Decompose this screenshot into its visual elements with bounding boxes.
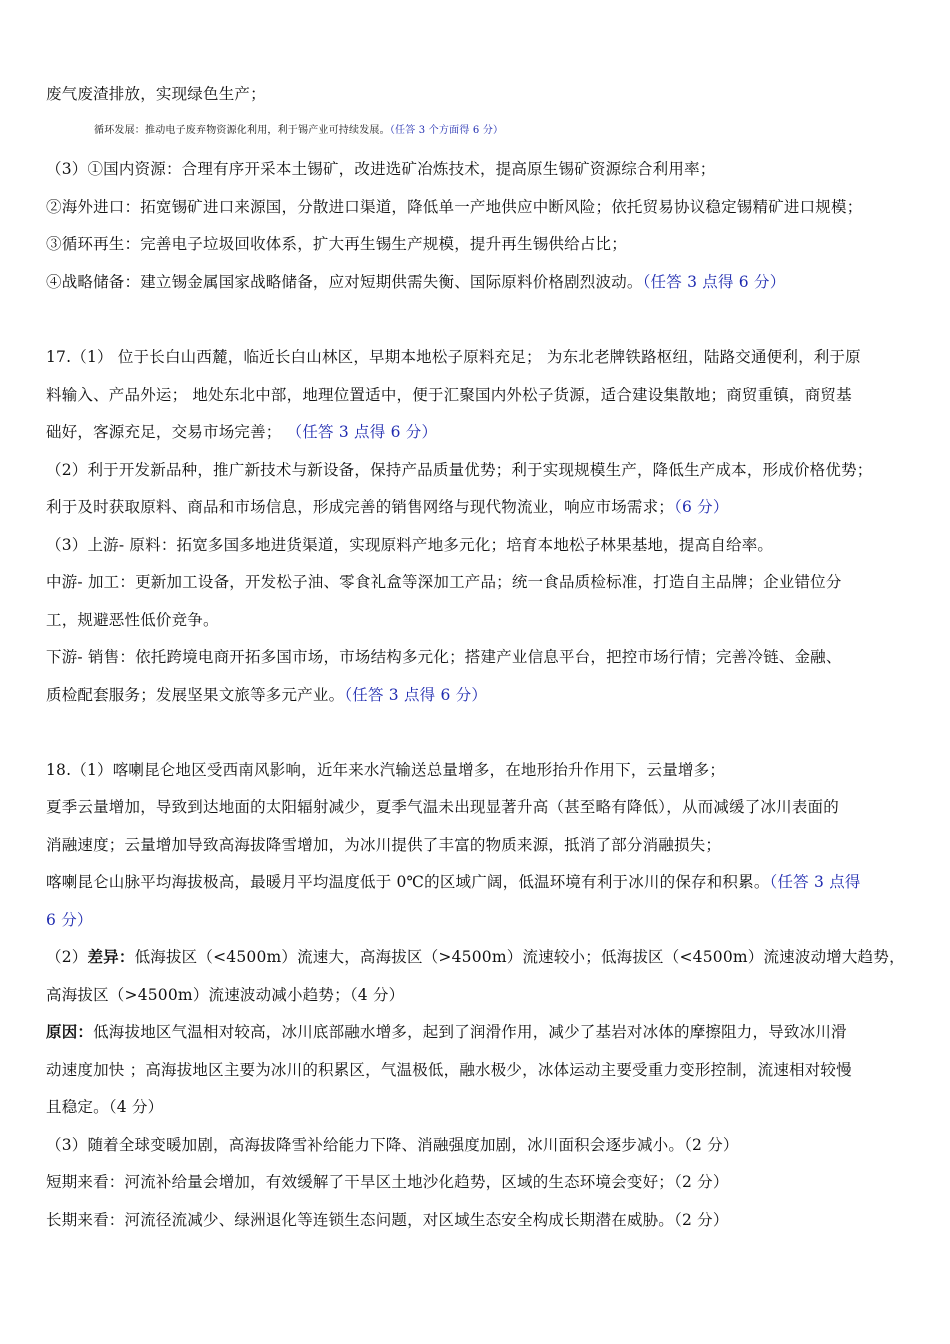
answer-line: ③循环再生：完善电子垃圾回收体系，扩大再生锡生产规模，提升再生锡供给占比； bbox=[46, 235, 627, 253]
answer-line bbox=[46, 910, 908, 930]
answer-line: 原因：低海拔地区气温相对较高，冰川底部融水增多，起到了润滑作用，减少了基岩对冰体的摩擦阻力，导致冰川滑 bbox=[46, 1022, 847, 1041]
answer-line: 夏季云量增加，导致到达地面的太阳辐射减少，夏季气温未出现显著升高（甚至略有降低），从而减缓了冰川表面的 bbox=[46, 798, 839, 816]
answer-line: 喀喇昆仑山脉平均海拔极高，最暖月平均温度低于 0℃的区域广阔，低温环境有利于冰川的保存和积累。（任答 3 点得 bbox=[46, 873, 861, 891]
answer-line: 长期来看：河流径流减少、绿洲退化等连锁生态问题，对区域生态安全构成长期潜在威胁。（2 分） bbox=[46, 1211, 729, 1229]
answer-line: ②海外进口：拓宽锡矿进口来源国，分散进口渠道，降低单一产地供应中断风险；依托贸易协议稳定锡精矿进口规模； bbox=[46, 198, 863, 216]
answer-line: 工，规避恶性低价竞争。 bbox=[46, 611, 219, 629]
answer-line: 动速度加快 ；高海拔地区主要为冰川的积累区，气温极低，融水极少，冰体运动主要受重力变形控制，流速相对较慢 bbox=[46, 1061, 852, 1079]
bold-label: 原因： bbox=[46, 1022, 94, 1041]
answer-line: 废气废渣排放，实现绿色生产； bbox=[46, 85, 266, 103]
score-note: （任答 3 点得 6 分） bbox=[344, 686, 488, 704]
question-17-line: 17.（1） 位于长白山西麓，临近长白山林区，早期本地松子原料充足； 为东北老牌铁路枢纽，陆路交通便利，利于原 bbox=[46, 348, 861, 366]
answer-line: （2）利于开发新品种，推广新技术与新设备，保持产品质量优势；利于实现规模生产，降低生产成本，形成价格优势； bbox=[46, 461, 873, 479]
answer-line: 利于及时获取原料、商品和市场信息，形成完善的销售网络与现代物流业，响应市场需求；（6 分） bbox=[46, 498, 729, 516]
score-note: （6 分） bbox=[674, 498, 729, 516]
answer-line: 质检配套服务；发展坚果文旅等多元产业。（任答 3 点得 6 分） bbox=[46, 686, 488, 704]
answer-line: 高海拔区（>4500m）流速波动减小趋势；（4 分） bbox=[46, 986, 405, 1004]
answer-line: 下游- 销售：依托跨境电商开拓多国市场，市场结构多元化；搭建产业信息平台，把控市场行情；完善冷链、金融、 bbox=[46, 648, 842, 666]
score-note: （任答 3 点得 6 分） bbox=[281, 423, 438, 441]
answer-line: 中游- 加工：更新加工设备，开发松子油、零食礼盒等深加工产品；统一食品质检标准，打造自主品牌；企业错位分 bbox=[46, 573, 842, 591]
score-note: （任答 3 个方面得 6 分） bbox=[389, 125, 504, 136]
answer-line: 料输入、产品外运； 地处东北中部，地理位置适中，便于汇聚国内外松子货源，适合建设集散地；商贸重镇，商贸基 bbox=[46, 386, 852, 404]
answer-line: ④战略储备：建立锡金属国家战略储备，应对短期供需失衡、国际原料价格剧烈波动。（任答 3 点得 6 分） bbox=[46, 273, 786, 291]
answer-line: 础好，客源充足，交易市场完善； （任答 3 点得 6 分） bbox=[46, 423, 438, 441]
answer-line: 且稳定。（4 分） bbox=[46, 1098, 164, 1116]
score-note: （任答 3 点得 6 分） bbox=[642, 273, 786, 291]
question-18-line: 18.（1）喀喇昆仑地区受西南风影响，近年来水汽输送总量增多，在地形抬升作用下，云量增多； bbox=[46, 761, 726, 779]
answer-line: 短期来看：河流补给量会增加，有效缓解了干旱区土地沙化趋势，区域的生态环境会变好；（2 分） bbox=[46, 1173, 729, 1191]
bold-label: 差异： bbox=[87, 947, 135, 966]
answer-line: 循环发展：推动电子废弃物资源化利用，利于锡产业可持续发展。（任答 3 个方面得 6 分） bbox=[94, 125, 504, 136]
score-note: （任答 3 点得 bbox=[769, 873, 861, 891]
answer-line: （3）上游- 原料：拓宽多国多地进货渠道，实现原料产地多元化；培育本地松子林果基地，提高自给率。 bbox=[46, 536, 774, 554]
answer-line: （3）①国内资源：合理有序开采本土锡矿，改进选矿冶炼技术，提高原生锡矿资源综合利用率； bbox=[46, 160, 716, 178]
score-note: 6 分） bbox=[46, 911, 93, 929]
answer-line: （3）随着全球变暖加剧，高海拔降雪补给能力下降、消融强度加剧，冰川面积会逐步减小。（2 分） bbox=[46, 1136, 739, 1154]
answer-line: 消融速度；云量增加导致高海拔降雪增加，为冰川提供了丰富的物质来源，抵消了部分消融损失； bbox=[46, 836, 722, 854]
answer-line: （2）差异：低海拔区（<4500m）流速大，高海拔区（>4500m）流速较小；低海拔区（<4500m）流速波动增大趋势， bbox=[46, 947, 905, 966]
